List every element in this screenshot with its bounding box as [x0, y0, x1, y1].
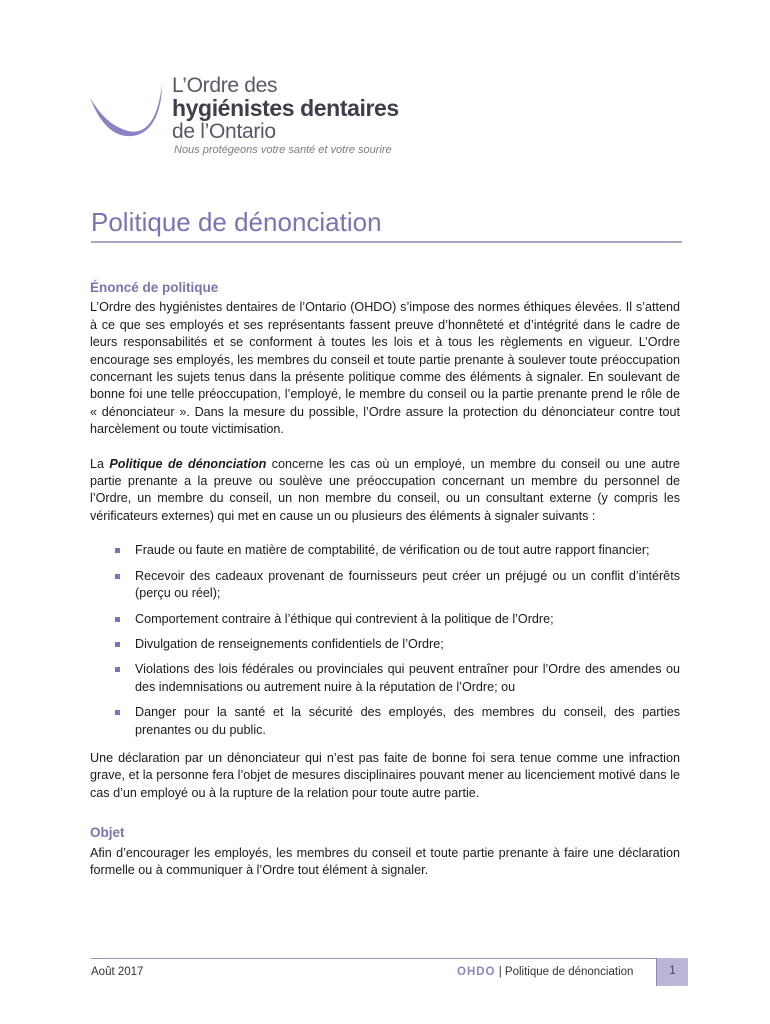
list-item-text: Fraude ou faute en matière de comptabilité, de vérification ou de tout autre rapport financier;	[135, 543, 650, 558]
square-bullet-icon	[115, 710, 120, 715]
square-bullet-icon	[115, 617, 120, 622]
document-body	[90, 279, 680, 879]
page-number-box	[656, 958, 688, 986]
list-item	[90, 636, 680, 653]
logo-line-1: L’Ordre des	[172, 74, 278, 97]
logo-tagline: Nous protégeons votre santé et votre sourire	[174, 144, 392, 156]
list-item	[90, 568, 680, 603]
list-item-text: Comportement contraire à l’éthique qui contrevient à la politique de l’Ordre;	[135, 611, 554, 626]
paragraph-2-prefix: La	[90, 456, 105, 471]
reportable-items-list	[90, 542, 680, 739]
logo-line-3: de l’Ontario	[172, 120, 276, 143]
footer-document-label	[457, 966, 633, 978]
purpose-paragraph: Afin d’encourager les employés, les membres du conseil et toute partie prenante à faire une déclaration formelle ou à communiquer à l’Ordre tout élément à signaler.	[90, 845, 680, 877]
section-heading-policy-statement: Énoncé de politique	[90, 280, 219, 295]
list-item-text: Divulgation de renseignements confidentiels de l’Ordre;	[135, 636, 444, 651]
list-item	[90, 542, 680, 559]
list-item-text: Danger pour la santé et la sécurité des employés, des membres du conseil, des parties prenantes ou du public.	[135, 705, 680, 737]
list-item	[90, 661, 680, 696]
policy-name-emphasis: Politique de dénonciation	[109, 456, 267, 471]
logo-line-2: hygiénistes dentaires	[172, 95, 399, 121]
policy-paragraph-3: Une déclaration par un dénonciateur qui n’est pas faite de bonne foi sera tenue comme une infraction grave, et la personne fera l’objet de mesures disciplinaires pouvant mener au licenciement motivé dans le cas d’un employé ou à la rupture de la relation pour toute autre partie.	[90, 750, 680, 800]
list-item	[90, 611, 680, 628]
square-bullet-icon	[115, 548, 120, 553]
paragraph-2-rest: concerne les cas où un employé, un membre du conseil ou une autre partie prenante a la preuve ou soulève une préoccupation concernant un membre du personnel de l’Ordre, un membre du conseil, un non membre du conseil, ou un consultant externe (y compris les vérificateurs externes) qui met en cause un ou plusieurs des éléments à signaler suivants :	[90, 456, 680, 523]
square-bullet-icon	[115, 574, 120, 579]
swoosh-logo-icon	[88, 78, 170, 140]
footer-org-name: OHDO	[457, 966, 496, 978]
list-item-text: Violations des lois fédérales ou provinciales qui peuvent entraîner pour l’Ordre des amendes ou des indemnisations ou autrement nuire à la réputation de l’Ordre; ou	[135, 662, 680, 694]
list-item	[90, 704, 680, 739]
list-item-text: Recevoir des cadeaux provenant de fournisseurs peut créer un préjugé ou un conflit d’intérêts (perçu ou réel);	[135, 568, 680, 601]
organization-logo	[88, 72, 418, 164]
footer-doc-title: Politique de dénonciation	[504, 966, 634, 978]
page-title: Politique de dénonciation	[91, 207, 382, 237]
footer-separator: |	[498, 966, 502, 978]
title-divider	[91, 241, 682, 243]
section-heading-purpose: Objet	[90, 825, 125, 841]
square-bullet-icon	[115, 642, 120, 647]
square-bullet-icon	[115, 667, 120, 672]
footer-date: Août 2017	[91, 966, 144, 978]
policy-paragraph-1: L’Ordre des hygiénistes dentaires de l’Ontario (OHDO) s’impose des normes éthiques élevées. Il s’attend à ce que ses employés et ses représentants fassent preuve d’honnêteté et d’intégrité dans le cadre de leurs responsabilités et se conforment à toutes les lois et à tous les règlements en vigueur. L’Ordre encourage ses employés, les membres du conseil et toute partie prenante à soulever toute préoccupation concernant les sujets tenus dans la présente politique comme des éléments à signaler. En soulevant de bonne foi une telle préoccupation, l’employé, le membre du conseil ou la partie prenante prend le rôle de « dénonciateur ». Dans la mesure du possible, l’Ordre assure la protection du dénonciateur contre tout harcèlement ou toute victimisation.	[90, 300, 680, 437]
footer-divider	[91, 958, 685, 959]
page-number: 1	[669, 965, 676, 977]
policy-paragraph-2	[90, 456, 680, 526]
